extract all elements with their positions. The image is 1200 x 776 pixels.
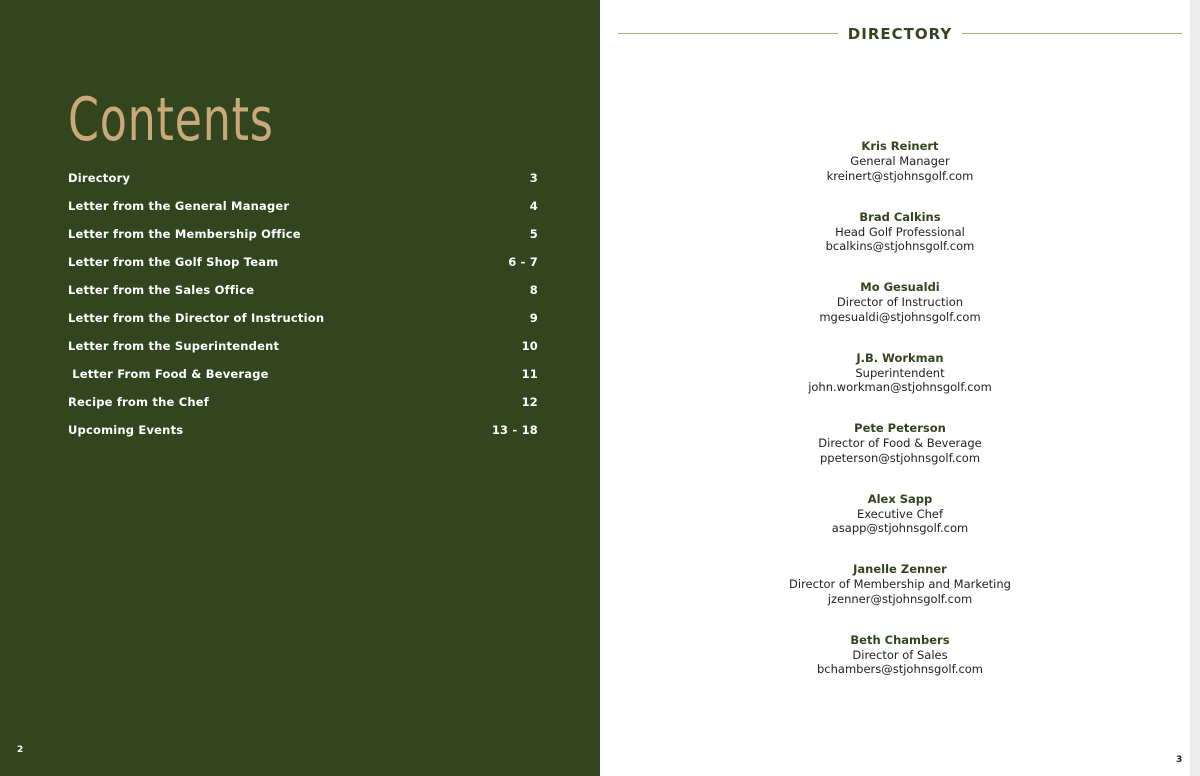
toc-entry-label: Upcoming Events [68, 423, 184, 437]
contact-email[interactable]: bcalkins@stjohnsgolf.com [825, 239, 975, 253]
toc-entry-label: Letter from the Superintendent [68, 339, 280, 353]
contact-role: Director of Instruction [836, 295, 964, 309]
contact-card [750, 280, 1050, 351]
toc-entry-label: Letter from the Sales Office [68, 283, 255, 297]
contact-name: Beth Chambers [850, 632, 950, 647]
toc-entry-label: Directory [68, 171, 131, 185]
toc-entry-pages: 10 [521, 339, 538, 353]
toc-entry-pages: 12 [521, 395, 538, 409]
toc-entry-label: Letter from the Membership Office [68, 227, 301, 241]
toc-entry-director-of-instruction[interactable] [68, 304, 538, 332]
contact-role: Executive Chef [856, 506, 944, 521]
page-number: 3 [1176, 755, 1183, 765]
contact-name: Janelle Zenner [853, 562, 947, 576]
toc-entry-superintendent[interactable] [68, 332, 538, 360]
contact-card [750, 139, 1050, 210]
contact-name: J.B. Workman [856, 350, 944, 365]
toc-entry-pages: 4 [529, 199, 538, 213]
contact-card [750, 210, 1050, 281]
contact-email[interactable]: bchambers@stjohnsgolf.com [816, 662, 983, 676]
contact-role: Director of Sales [852, 647, 948, 662]
toc-entry-sales-office[interactable] [68, 276, 538, 304]
contact-card [750, 492, 1050, 563]
contact-card [750, 633, 1050, 704]
page-edge [1190, 0, 1200, 776]
contact-role: General Manager [850, 154, 950, 168]
contact-name: Pete Peterson [854, 421, 946, 435]
toc-entry-general-manager[interactable] [68, 192, 538, 220]
toc-entry-food-and-beverage[interactable] [68, 360, 538, 388]
contact-role: Head Golf Professional [835, 224, 965, 239]
page-number: 2 [17, 745, 24, 755]
contact-role: Superintendent [855, 365, 945, 380]
header-divider-right [962, 33, 1182, 34]
contact-name: Brad Calkins [859, 209, 941, 224]
toc-entry-pages: 9 [529, 311, 538, 325]
contact-email[interactable]: ppeterson@stjohnsgolf.com [819, 450, 981, 465]
toc-entry-pages: 8 [529, 283, 538, 297]
contact-card [750, 421, 1050, 492]
contact-email[interactable]: asapp@stjohnsgolf.com [831, 521, 969, 535]
contact-role: Director of Membership and Marketing [789, 577, 1011, 591]
toc-entry-pages: 3 [529, 171, 538, 185]
toc-entry-upcoming-events[interactable] [68, 416, 538, 444]
toc-entry-pages: 11 [521, 367, 538, 381]
contact-name: Mo Gesualdi [860, 280, 940, 294]
contact-email[interactable]: kreinert@stjohnsgolf.com [826, 168, 974, 183]
contact-name: Kris Reinert [861, 139, 939, 153]
toc-entry-label: Letter from the Director of Instruction [68, 311, 325, 325]
directory-page [600, 0, 1190, 776]
toc-entry-directory[interactable] [68, 164, 538, 192]
contact-card [750, 562, 1050, 633]
toc-entry-membership-office[interactable] [68, 220, 538, 248]
directory-list [750, 139, 1050, 703]
header-divider-left [618, 33, 838, 34]
toc-entry-golf-shop[interactable] [68, 248, 538, 276]
toc-entry-label: Letter from the General Manager [68, 199, 290, 213]
toc-entry-label: Recipe from the Chef [68, 395, 209, 409]
directory-title: DIRECTORY [847, 25, 953, 43]
contents-title: Contents [68, 85, 274, 155]
contact-card [750, 351, 1050, 422]
contact-name: Alex Sapp [867, 491, 933, 506]
contact-email[interactable]: mgesualdi@stjohnsgolf.com [819, 309, 981, 324]
toc-entry-pages: 6 - 7 [508, 255, 538, 269]
toc-entry-label: Letter from the Golf Shop Team [68, 255, 279, 269]
table-of-contents [68, 164, 538, 444]
toc-entry-recipe[interactable] [68, 388, 538, 416]
contact-role: Director of Food & Beverage [818, 436, 982, 450]
toc-entry-label: Letter From Food & Beverage [68, 367, 269, 381]
toc-entry-pages: 5 [529, 227, 538, 241]
toc-entry-pages: 13 - 18 [491, 423, 538, 437]
contact-email[interactable]: jzenner@stjohnsgolf.com [827, 591, 973, 606]
contact-email[interactable]: john.workman@stjohnsgolf.com [808, 380, 992, 394]
